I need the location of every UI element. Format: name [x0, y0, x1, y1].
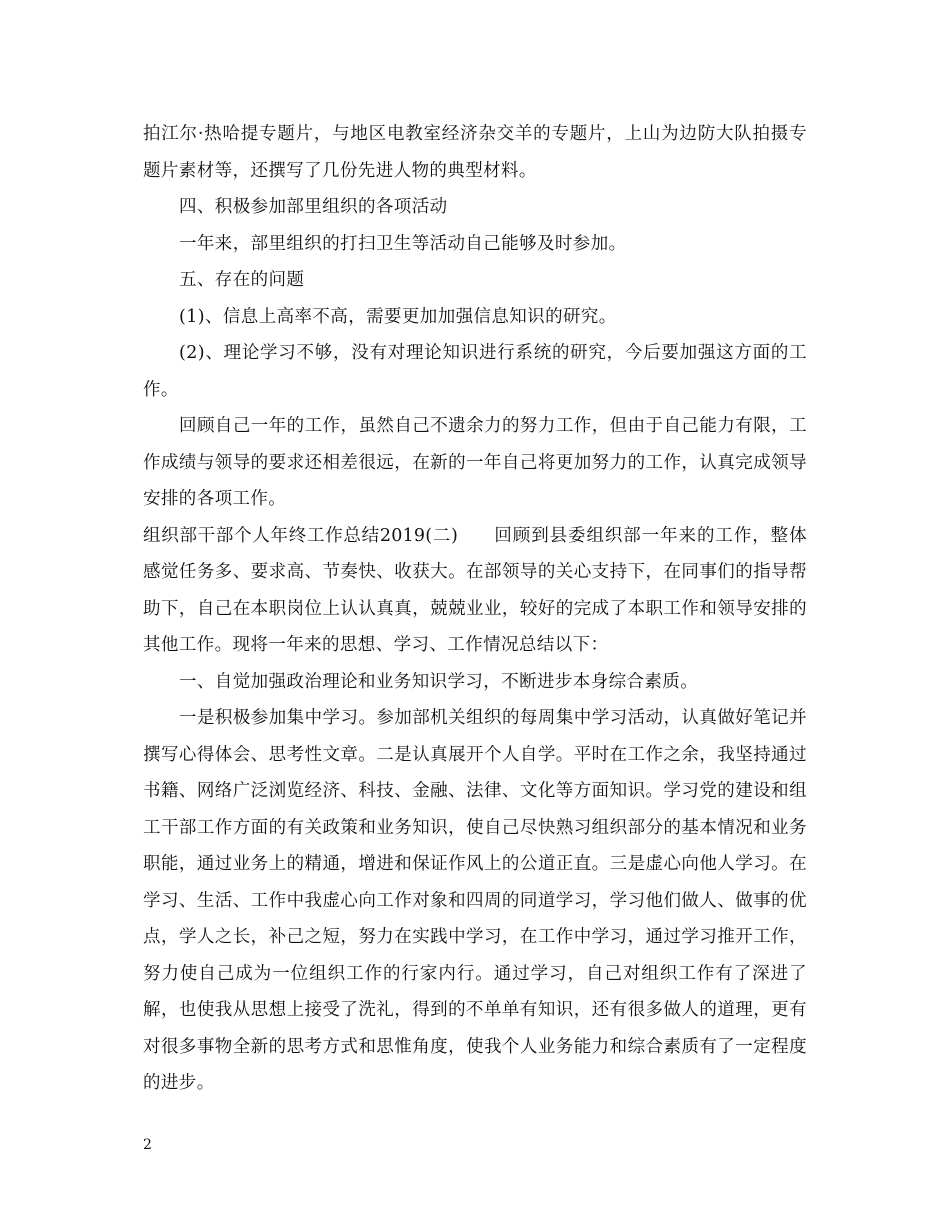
- summary-title: 组织部干部个人年终工作总结2019(二): [143, 525, 459, 546]
- title-spacer: [458, 526, 494, 546]
- summary-intro-text: 回顾到县委组织部一年来的工作，整体感觉任务多、要求高、节奏快、收获大。在部领导的关心支持下，在同事们的指导帮助下，自己在本职岗位上认认真真，兢兢业业，较好的完成了本职工作和领导安排的其他工作。现将一年来的思想、学习、工作情况总结以下：: [143, 525, 807, 655]
- paragraph-activities: 一年来，部里组织的打扫卫生等活动自己能够及时参加。: [179, 233, 627, 254]
- problem-item-1: (1)、信息上高率不高，需要更加加强信息知识的研究。: [179, 306, 617, 327]
- section-heading-four: 四、积极参加部里组织的各项活动: [179, 197, 448, 217]
- section-heading-five: 五、存在的问题: [179, 270, 305, 290]
- problem-item-2: (2)、理论学习不够，没有对理论知识进行系统的研究，今后要加强这方面的工作。: [143, 343, 807, 400]
- paragraph-continuation: 拍江尔·热哈提专题片，与地区电教室经济杂交羊的专题片，上山为边防大队拍摄专题片素材等，还撰写了几份先进人物的典型材料。: [143, 124, 807, 181]
- paragraph-summary-intro: [143, 518, 807, 664]
- section-heading-one: 一、自觉加强政治理论和业务知识学习，不断进步本身综合素质。: [179, 671, 699, 692]
- paragraph-study: 一是积极参加集中学习。参加部机关组织的每周集中学习活动，认真做好笔记并撰写心得体会、思考性文章。二是认真展开个人自学。平时在工作之余，我坚持通过书籍、网络广泛浏览经济、科技、金融、法律、文化等方面知识。学习党的建设和组工干部工作方面的有关政策和业务知识，使自己尽快熟习组织部分的基本情况和业务职能，通过业务上的精通，增进和保证作风上的公道正直。三是虚心向他人学习。在学习、生活、工作中我虚心向工作对象和四周的同道学习，学习他们做人、做事的优点，学人之长，补己之短，努力在实践中学习，在工作中学习，通过学习推开工作，努力使自己成为一位组织工作的行家内行。通过学习，自己对组织工作有了深进了解，也使我从思想上接受了洗礼，得到的不单单有知识，还有很多做人的道理，更有对很多事物全新的思考方式和思惟角度，使我个人业务能力和综合素质有了一定程度的进步。: [143, 708, 807, 1093]
- document-body: [143, 116, 807, 1102]
- paragraph-review: 回顾自己一年的工作，虽然自己不遗余力的努力工作，但由于自己能力有限，工作成绩与领导的要求还相差很远，在新的一年自己将更加努力的工作，认真完成领导安排的各项工作。: [143, 416, 807, 509]
- page-number: 2: [143, 1137, 152, 1153]
